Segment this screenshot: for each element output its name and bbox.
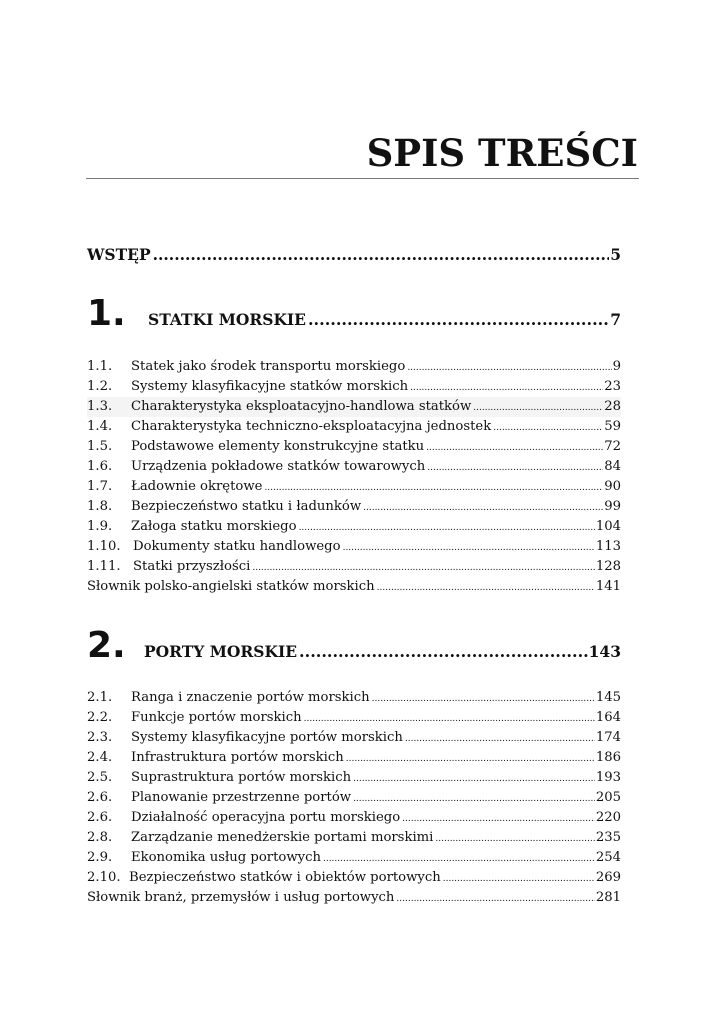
section-page: 174 bbox=[595, 730, 621, 745]
section-title: Podstawowe elementy konstrukcyjne statku bbox=[131, 439, 425, 454]
toc-entry[interactable] bbox=[87, 517, 621, 537]
dot-leader bbox=[396, 889, 594, 909]
section-number: 1.9. bbox=[87, 519, 113, 534]
toc-entry[interactable] bbox=[87, 728, 621, 748]
section-page: 193 bbox=[595, 770, 621, 785]
dot-leader bbox=[323, 849, 595, 869]
dot-leader bbox=[372, 689, 595, 709]
section-number: 1.11. bbox=[87, 559, 121, 574]
section-page: 84 bbox=[604, 459, 621, 474]
section-number: 2.6. bbox=[87, 810, 113, 825]
section-title: Ekonomika usług portowych bbox=[131, 850, 321, 865]
intro-label: WSTĘP bbox=[87, 245, 151, 264]
section-title: Bezpieczeństwo statku i ładunków bbox=[131, 499, 362, 514]
section-number: 2.4. bbox=[87, 750, 113, 765]
dot-leader bbox=[363, 498, 603, 518]
section-page: 254 bbox=[595, 850, 621, 865]
chapter-number: 2. bbox=[87, 625, 126, 666]
toc-entry-glossary[interactable] bbox=[87, 577, 621, 597]
toc-intro-entry[interactable] bbox=[87, 244, 621, 266]
chapter-1-section-list bbox=[87, 357, 621, 597]
chapter-page: 7 bbox=[610, 310, 621, 329]
dot-leader bbox=[443, 869, 595, 889]
dot-leader bbox=[308, 310, 609, 329]
toc-entry[interactable] bbox=[87, 868, 621, 888]
dot-leader bbox=[353, 789, 595, 809]
dot-leader bbox=[346, 749, 595, 769]
section-number: 2.2. bbox=[87, 710, 113, 725]
section-page: 23 bbox=[604, 379, 621, 394]
section-page: 269 bbox=[595, 870, 621, 885]
section-title: Dokumenty statku handlowego bbox=[133, 539, 341, 554]
section-title: Słownik polsko-angielski statków morskich bbox=[87, 579, 375, 594]
chapter-heading-2[interactable] bbox=[87, 626, 621, 666]
section-title: Charakterystyka eksploatacyjno-handlowa statków bbox=[131, 399, 472, 414]
section-title: Statki przyszłości bbox=[133, 559, 251, 574]
intro-page: 5 bbox=[610, 245, 621, 264]
page-title: SPIS TREŚCI bbox=[366, 131, 638, 175]
chapter-title: PORTY MORSKIE bbox=[144, 642, 298, 661]
section-title: Załoga statku morskiego bbox=[131, 519, 297, 534]
section-number: 1.8. bbox=[87, 499, 113, 514]
dot-leader bbox=[264, 478, 603, 498]
chapter-heading-1[interactable] bbox=[87, 294, 621, 334]
section-title: Ranga i znaczenie portów morskich bbox=[131, 690, 370, 705]
section-title: Bezpieczeństwo statków i obiektów portowych bbox=[129, 870, 441, 885]
section-number: 1.2. bbox=[87, 379, 113, 394]
section-title: Zarządzanie menedżerskie portami morskimi bbox=[131, 830, 434, 845]
toc-entry[interactable] bbox=[87, 437, 621, 457]
section-number: 1.10. bbox=[87, 539, 121, 554]
section-page: 205 bbox=[595, 790, 621, 805]
dot-leader bbox=[493, 418, 603, 438]
section-page: 113 bbox=[595, 539, 621, 554]
section-number: 2.3. bbox=[87, 730, 113, 745]
dot-leader bbox=[427, 458, 603, 478]
section-page: 59 bbox=[604, 419, 621, 434]
section-title: Działalność operacyjna portu morskiego bbox=[131, 810, 401, 825]
section-page: 104 bbox=[595, 519, 621, 534]
dot-leader bbox=[377, 578, 595, 598]
dot-leader bbox=[252, 558, 594, 578]
dot-leader bbox=[299, 518, 595, 538]
section-page: 220 bbox=[595, 810, 621, 825]
toc-entry[interactable] bbox=[87, 688, 621, 708]
toc-entry[interactable] bbox=[87, 848, 621, 868]
section-page: 145 bbox=[595, 690, 621, 705]
section-page: 28 bbox=[604, 399, 621, 414]
chapter-2-section-list bbox=[87, 688, 621, 908]
dot-leader bbox=[153, 244, 610, 266]
section-number: 1.7. bbox=[87, 479, 113, 494]
section-number: 2.5. bbox=[87, 770, 113, 785]
section-page: 128 bbox=[595, 559, 621, 574]
toc-entry[interactable] bbox=[87, 477, 621, 497]
toc-entry-glossary[interactable] bbox=[87, 888, 621, 908]
dot-leader bbox=[410, 378, 603, 398]
section-number: 1.5. bbox=[87, 439, 113, 454]
toc-entry[interactable] bbox=[87, 377, 621, 397]
toc-entry[interactable] bbox=[87, 537, 621, 557]
section-page: 72 bbox=[604, 439, 621, 454]
toc-entry[interactable] bbox=[87, 497, 621, 517]
toc-entry[interactable] bbox=[87, 708, 621, 728]
chapter-page: 143 bbox=[588, 642, 621, 661]
toc-entry[interactable] bbox=[87, 557, 621, 577]
section-number: 1.4. bbox=[87, 419, 113, 434]
section-title: Statek jako środek transportu morskiego bbox=[131, 359, 406, 374]
section-title: Ładownie okrętowe bbox=[131, 479, 263, 494]
dot-leader bbox=[304, 709, 595, 729]
toc-entry[interactable] bbox=[87, 748, 621, 768]
dot-leader bbox=[405, 729, 595, 749]
toc-entry[interactable] bbox=[87, 788, 621, 808]
toc-entry[interactable] bbox=[87, 808, 621, 828]
section-title: Suprastruktura portów morskich bbox=[131, 770, 352, 785]
section-title: Systemy klasyfikacyjne portów morskich bbox=[131, 730, 403, 745]
section-number: 1.6. bbox=[87, 459, 113, 474]
toc-entry[interactable] bbox=[87, 457, 621, 477]
section-page: 235 bbox=[595, 830, 621, 845]
dot-leader bbox=[435, 829, 594, 849]
section-page: 141 bbox=[595, 579, 621, 594]
section-title: Infrastruktura portów morskich bbox=[131, 750, 344, 765]
toc-entry[interactable] bbox=[87, 397, 621, 417]
section-title: Systemy klasyfikacyjne statków morskich bbox=[131, 379, 409, 394]
section-page: 164 bbox=[595, 710, 621, 725]
section-page: 90 bbox=[604, 479, 621, 494]
section-title: Funkcje portów morskich bbox=[131, 710, 302, 725]
section-number: 2.10. bbox=[87, 870, 121, 885]
title-divider bbox=[86, 178, 639, 179]
section-title: Słownik branż, przemysłów i usług portowych bbox=[87, 890, 395, 905]
section-number: 2.9. bbox=[87, 850, 113, 865]
section-title: Planowanie przestrzenne portów bbox=[131, 790, 352, 805]
section-page: 99 bbox=[604, 499, 621, 514]
section-title: Urządzenia pokładowe statków towarowych bbox=[131, 459, 426, 474]
section-title: Charakterystyka techniczno-eksploatacyjna jednostek bbox=[131, 419, 492, 434]
section-number: 1.1. bbox=[87, 359, 113, 374]
chapter-title: STATKI MORSKIE bbox=[148, 310, 306, 329]
toc-entry[interactable] bbox=[87, 357, 621, 377]
dot-leader bbox=[407, 358, 611, 378]
toc-entry[interactable] bbox=[87, 768, 621, 788]
toc-entry[interactable] bbox=[87, 417, 621, 437]
section-number: 1.3. bbox=[87, 399, 113, 414]
section-page: 281 bbox=[595, 890, 621, 905]
section-page: 186 bbox=[595, 750, 621, 765]
chapter-number: 1. bbox=[87, 293, 126, 334]
dot-leader bbox=[299, 642, 588, 661]
dot-leader bbox=[343, 538, 595, 558]
toc-entry[interactable] bbox=[87, 828, 621, 848]
section-number: 2.8. bbox=[87, 830, 113, 845]
dot-leader bbox=[353, 769, 595, 789]
section-page: 9 bbox=[612, 359, 621, 374]
section-number: 2.6. bbox=[87, 790, 113, 805]
section-number: 2.1. bbox=[87, 690, 113, 705]
dot-leader bbox=[402, 809, 595, 829]
dot-leader bbox=[473, 398, 603, 418]
dot-leader bbox=[426, 438, 603, 458]
